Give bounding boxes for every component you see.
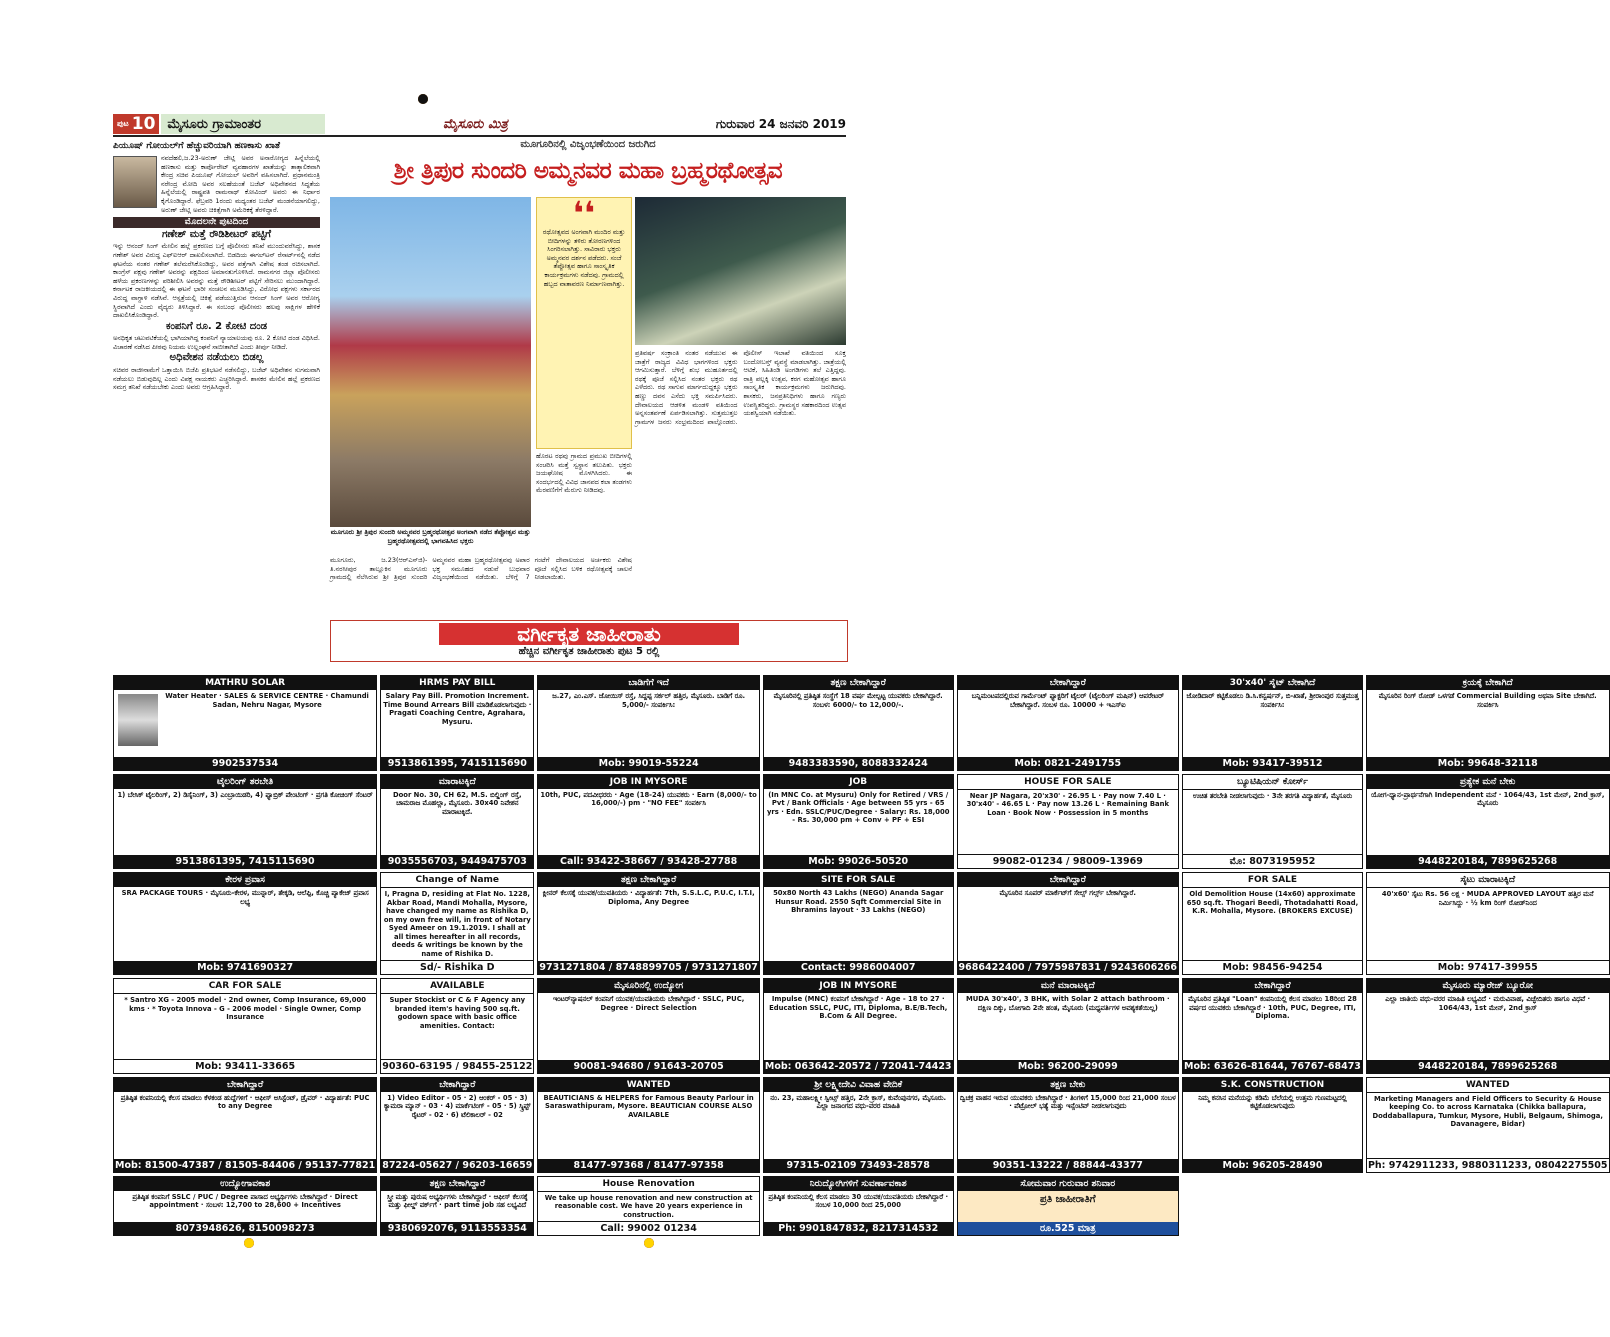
ad-heading: ತಕ್ಷಣ ಬೇಕು: [958, 1078, 1178, 1092]
classified-ad: [957, 774, 1179, 870]
story-body: ನವದೆಹಲಿ,ಜ.23-ಅರುಣ್ ಜೇಟ್ಲಿ ಅವರ ಅನಾರೋಗ್ಯದ ಹಿನ್ನೆಲೆಯಲ್ಲಿ ಹಣಕಾಸು ಮತ್ತು ಕಾರ್ಪೊರೇಟ್ ವ್ಯವಹಾರಗಳ ಖಾತೆಯನ್ನು ತಾತ್ಕಾಲಿಕವಾಗಿ ಕೇಂದ್ರ ಸಚಿವ ಪಿಯೂಷ್ ಗೋಯಲ್ ಅವರಿಗೆ ವಹಿಸಲಾಗಿದೆ. ಪ್ರಧಾನಮಂತ್ರಿ ನರೇಂದ್ರ ಮೋದಿ ಅವರ ಸಲಹೆಯಂತೆ ಬಜೆಟ್ ಅಧಿವೇಶನದ ಸಿದ್ಧತೆಯ ಹಿನ್ನೆಲೆಯಲ್ಲಿ ರಾಷ್ಟ್ರಪತಿ ರಾಮನಾಥ್ ಕೋವಿಂದ್ ಅವರು ಈ ನಿರ್ಧಾರ ಕೈಗೊಂಡಿದ್ದಾರೆ. ಫೆಬ್ರವರಿ 1ರಂದು ಮಧ್ಯಂತರ ಬಜೆಟ್ ಮಂಡನೆಯಾಗಲಿದ್ದು, ಅರುಣ್ ಜೇಟ್ಲಿ ಅವರು ಚಿಕಿತ್ಸೆಗಾಗಿ ಅಮೆರಿಕಕ್ಕೆ ತೆರಳಿದ್ದಾರೆ.: [161, 154, 320, 214]
ad-phone: Mob: 98456-94254: [1183, 960, 1362, 974]
ad-body: [114, 1092, 376, 1159]
solar-heater-image: [118, 694, 158, 746]
ad-body-text: ಜ.27, ಎಂ.ಎಸ್. ಜೋಯಿಸ್ ರಸ್ತೆ, ಸಿದ್ದಪ್ಪ ಸರ್ಕಲ್ ಹತ್ತಿರ, ಮೈಸೂರು. ಬಾಡಿಗೆ ರೂ. 5,000/- ಸಂಪರ್ಕಿಸಿ:: [552, 692, 746, 709]
ad-phone: 99082-01234 / 98009-13969: [958, 854, 1178, 868]
story-headline: ಗಣೇಶ್ ಮತ್ತೆ ರೌಡಿಶೀಟರ್ ಪಟ್ಟಿಗೆ: [162, 228, 271, 240]
classified-ad: [1182, 978, 1363, 1074]
feature-body-right: ಪ್ರತಿವರ್ಷ ಸಂಕ್ರಾಂತಿ ನಂತರ ನಡೆಯುವ ಈ ಜಾತ್ರೆಗೆ ರಾಜ್ಯದ ವಿವಿಧ ಭಾಗಗಳಿಂದ ಭಕ್ತರು ಆಗಮಿಸುತ್ತಾರೆ. ಬೆಳಿಗ್ಗೆ ಶುಭ ಮುಹೂರ್ತದಲ್ಲಿ ರಥಕ್ಕೆ ಪೂಜೆ ಸಲ್ಲಿಸಿದ ನಂತರ ಭಕ್ತರು ರಥ ಎಳೆದರು. ರಥ ಸಾಗುವ ಮಾರ್ಗದುದ್ದಕ್ಕೂ ಭಕ್ತರು ಹಣ್ಣು ದವನ ಎಸೆದು ಭಕ್ತಿ ಸಮರ್ಪಿಸಿದರು. ದೇವಾಲಯದ ಆಡಳಿತ ಮಂಡಳಿ ವತಿಯಿಂದ ಅನ್ನಸಂತರ್ಪಣೆ ಏರ್ಪಡಿಸಲಾಗಿತ್ತು. ಸುತ್ತಮುತ್ತಲ ಗ್ರಾಮಗಳ ಜನರು ಸಂಭ್ರಮದಿಂದ ಪಾಲ್ಗೊಂಡರು. ಪೊಲೀಸ್ ಇಲಾಖೆ ವತಿಯಿಂದ ಸೂಕ್ತ ಬಂದೋಬಸ್ತ್ ವ್ಯವಸ್ಥೆ ಮಾಡಲಾಗಿತ್ತು. ಜಾತ್ರೆಯಲ್ಲಿ ಆಟಿಕೆ, ಸಿಹಿತಿಂಡಿ ಅಂಗಡಿಗಳು ತಲೆ ಎತ್ತಿದ್ದವು. ರಾತ್ರಿ ಪಲ್ಲಕ್ಕಿ ಉತ್ಸವ, ಕರಗ ಮಹೋತ್ಸವ ಹಾಗೂ ಸಾಂಸ್ಕೃತಿಕ ಕಾರ್ಯಕ್ರಮಗಳು ಜರುಗಿದವು. ಶಾಸಕರು, ಜನಪ್ರತಿನಿಧಿಗಳು ಹಾಗೂ ಗಣ್ಯರು ಉಪಸ್ಥಿತರಿದ್ದರು. ಗ್ರಾಮಸ್ಥರ ಸಹಕಾರದಿಂದ ಉತ್ಸವ ಯಶಸ್ವಿಯಾಗಿ ನಡೆಯಿತು.: [635, 349, 846, 426]
ad-phone: ಮೊ: 8073195952: [1183, 854, 1362, 868]
classified-ad: [537, 978, 759, 1074]
classified-ad: [537, 1077, 759, 1173]
ad-body-text: ಮೈಸೂರಿನ ರಿಂಗ್ ರೋಡ್ ಒಳಗಡೆ Commercial Building ಅಥವಾ Site ಬೇಕಾಗಿದೆ. ಸಂಪರ್ಕಿಸಿ: [1378, 692, 1597, 709]
ad-body: [538, 690, 758, 757]
ad-heading: AVAILABLE: [381, 979, 533, 994]
ad-heading: JOB: [764, 775, 953, 789]
ad-body-text: Water Heater · SALES & SERVICE CENTRE · Chamundi Sadan, Nehru Nagar, Mysore: [165, 692, 369, 709]
ad-phone: 9902537534: [114, 757, 376, 770]
continued-band: ಮೊದಲನೇ ಪುಟದಿಂದ: [113, 217, 320, 228]
page-label: ಪುಟ: [117, 119, 129, 128]
page-number-badge: [113, 114, 159, 134]
ad-phone: Mob: 063642-20572 / 72041-74423: [764, 1060, 952, 1072]
ad-body: [114, 690, 376, 757]
ad-phone: Contact: 9986004007: [764, 961, 953, 974]
ad-phone: 9513861395, 7415115690: [114, 855, 376, 868]
story-headline: ಅಧಿವೇಶನ ನಡೆಯಲು ಬಿಡಲ್ಲ: [169, 352, 264, 364]
ad-body-text: ಎಲ್ಲಾ ಜಾತಿಯ ವಧು-ವರರ ಮಾಹಿತಿ ಲಭ್ಯವಿದೆ · ಮರುವಿವಾಹ, ವಿಚ್ಛೇದಿತರು ಹಾಗೂ ವಿಧವೆ · 1064/43, 1st ಮೇನ್, 2nd ಕ್ರಾಸ್: [1385, 995, 1591, 1012]
ad-body: [958, 790, 1178, 855]
ad-body: [764, 789, 953, 856]
ad-body: [1183, 993, 1362, 1060]
ad-phone: Sd/- Rishika D: [381, 960, 533, 974]
ad-body-text: 1) Video Editor - 05 · 2) ಆಂಕರ್ - 05 · 3) ಕ್ಯಾಮರಾ ಮ್ಯಾನ್ - 03 · 4) ಮಾರ್ಕೆಟಿಂಗ್ - 05 · 5) ಸ್ಕ್ರಿಪ್ಟ್ ರೈಟರ್ - 02 · 6) ಟೆಲಿಕಾಲರ್ - 02: [383, 1093, 531, 1119]
ad-phone: 81477-97368 / 81477-97358: [538, 1159, 758, 1172]
ad-heading: HRMS PAY BILL: [381, 676, 533, 690]
classified-ad: [113, 774, 377, 870]
ad-heading: WANTED: [1367, 1078, 1609, 1093]
ad-body-text: Super Stockist or C & F Agency any branded item's having 500 sq.ft. godown space with basic office amenities. Contact:: [389, 996, 526, 1030]
ad-body: [1183, 690, 1362, 757]
ad-body: [1183, 1092, 1362, 1159]
ad-body-text: Door No. 30, CH 62, M.S. ಬಿಲ್ಡಿಂಗ್ ರಸ್ತೆ, ಚಾಮರಾಜ ಮೊಹಲ್ಲಾ, ಮೈಸೂರು. 30x40 ನಿವೇಶನ ಮಾರಾಟಕ್ಕಿದೆ.: [392, 790, 522, 816]
ad-heading: ಮೈಸೂರಿನಲ್ಲಿ ಉದ್ಯೋಗ: [538, 979, 758, 993]
classified-ad: [113, 978, 377, 1074]
ad-heading: ಕೇರಳ ಪ್ರವಾಸ: [114, 873, 376, 887]
ad-heading: CAR FOR SALE: [114, 979, 376, 994]
ad-phone: Mob: 97417-39955: [1367, 960, 1609, 974]
ad-body: [538, 993, 758, 1060]
classified-ad: [537, 1176, 759, 1237]
ad-body: [538, 1092, 758, 1159]
ad-body: [114, 1191, 376, 1223]
ad-phone: Call: 93422-38667 / 93428-27788: [538, 855, 758, 868]
classified-ad: [957, 1176, 1179, 1237]
feature-body-lower: ಮೂಗೂರು, ಜ.23(ಆರ್‌ಎಸ್‌ಜಿ)- ತಿ.ನರಸೀಪುರ ತಾಲ್ಲೂಕಿನ ಮೂಗೂರು ಗ್ರಾಮದಲ್ಲಿ ನೆಲೆಸಿರುವ ಶ್ರೀ ತ್ರಿಪುರ ಸುಂದರಿ ಅಮ್ಮನವರ ಮಹಾ ಬ್ರಹ್ಮರಥೋತ್ಸವವು ಅಪಾರ ಭಕ್ತ ಸಮೂಹದ ನಡುವೆ ಬುಧವಾರ ವಿಜೃಂಭಣೆಯಿಂದ ನಡೆಯಿತು. ಬೆಳಿಗ್ಗೆ 7 ಗಂಟೆಗೆ ದೇವಾಲಯದ ಅರ್ಚಕರು ವಿಶೇಷ ಪೂಜೆ ಸಲ್ಲಿಸಿದ ಬಳಿಕ ರಥೋತ್ಸವಕ್ಕೆ ಚಾಲನೆ ನೀಡಲಾಯಿತು.: [330, 556, 632, 582]
story-headline: ಪಿಯೂಷ್ ಗೋಯಲ್‌ಗೆ ಹೆಚ್ಚುವರಿಯಾಗಿ ಹಣಕಾಸು ಖಾತೆ: [113, 141, 281, 151]
ad-body: [538, 789, 758, 856]
classified-ad: [113, 1176, 377, 1237]
ad-heading: ಬೇಕಾಗಿದ್ದಾರೆ: [1183, 979, 1362, 993]
ad-heading: ಮೈಸೂರು ಮ್ಯಾರೇಜ್ ಬ್ಯೂರೋ: [1367, 979, 1609, 993]
masthead: ಮೈಸೂರು ಮಿತ್ರ: [443, 116, 508, 132]
ad-heading: ತಕ್ಷಣ ಬೇಕಾಗಿದ್ದಾರೆ: [764, 676, 953, 690]
quote-mark-icon: ❛❛: [572, 194, 596, 232]
ad-body: [1367, 888, 1609, 960]
ad-body: [1183, 790, 1362, 855]
classified-ad: [1182, 774, 1363, 870]
ad-body-text: ಪ್ರತಿ ಜಾಹೀರಾತಿಗೆ: [1040, 1193, 1096, 1205]
ad-body-text: ಯೋಗ-ಧ್ಯಾನ-ಪ್ರಾರ್ಥನೆಗಾಗಿ Independent ಮನೆ · 1064/43, 1st ಮೇನ್, 2nd ಕ್ರಾಸ್, ಮೈಸೂರು: [1371, 790, 1605, 808]
classified-ad: [957, 978, 1179, 1074]
ad-body-text: 10th, PUC, ಪದವೀಧರರು · Age (18-24) ಯುವಕರು · Earn (8,000/- to 16,000/-) pm · "NO FEE" ಸಂಪರ್ಕಿಸಿ: [540, 790, 757, 808]
ad-body-text: ಮೈಸೂರಿನ ಪ್ರತಿಷ್ಠಿತ "Loan" ಕಂಪನಿಯಲ್ಲಿ ಕೆಲಸ ಮಾಡಲು 18ರಿಂದ 28 ವರ್ಷದ ಯುವಕರು ಬೇಕಾಗಿದ್ದಾರೆ · 10th, PUC, Degree, ITI, Diploma.: [1188, 995, 1357, 1021]
ad-phone: 90360-63195 / 98455-25122: [382, 1060, 533, 1072]
page-header: [113, 113, 846, 137]
ad-heading: ಶ್ರೀ ಲಕ್ಷ್ಮೀದೇವಿ ವಿವಾಹ ವೇದಿಕೆ: [764, 1078, 953, 1092]
ad-heading: ಪ್ರತ್ಯೇಕ ಮನೆ ಬೇಕು: [1367, 775, 1609, 789]
pull-quote-text: ರಥೋತ್ಸವದ ಅಂಗವಾಗಿ ಮಂದಿರ ಮತ್ತು ಬೀದಿಗಳನ್ನು ತಳಿರು ತೋರಣಗಳಿಂದ ಸಿಂಗರಿಸಲಾಗಿತ್ತು. ಸಾವಿರಾರು ಭಕ್ತರು ಅಮ್ಮನವರ ದರ್ಶನ ಪಡೆದರು. ಸಂಜೆ ತೆಪ್ಪೋತ್ಸವ ಹಾಗೂ ಸಾಂಸ್ಕೃತಿಕ ಕಾರ್ಯಕ್ರಮಗಳು ನಡೆದವು. ಗ್ರಾಮದಲ್ಲಿ ಹಬ್ಬದ ವಾತಾವರಣ ನಿರ್ಮಾಣವಾಗಿತ್ತು.: [542, 228, 626, 288]
ad-body: [764, 1092, 953, 1159]
classifieds-banner: [330, 620, 848, 662]
registration-dot: [244, 1238, 254, 1248]
classified-ads-grid: [113, 675, 1608, 1236]
ad-phone: 9483383590, 8088332424: [764, 757, 953, 770]
ad-body-text: * Santro XG - 2005 model · 2nd owner, Comp Insurance, 69,000 kms · * Toyota Innova - G - 2006 model · Single Owner, Comp Insurance: [124, 996, 366, 1022]
ad-body: [1367, 690, 1609, 757]
ad-phone: 90081-94680 / 91643-20705: [538, 1060, 758, 1073]
registration-dot: [644, 1238, 654, 1248]
ad-body: [381, 1092, 533, 1159]
ad-body-text: We take up house renovation and new construction at reasonable cost. We have 20 years experience in construction.: [544, 1193, 753, 1219]
ad-body-text: ಇಂಟರ್‌ನ್ಯಾಷನಲ್ ಕಂಪನಿಗೆ ಯುವಕ/ಯುವತಿಯರು ಬೇಕಾಗಿದ್ದಾರೆ · SSLC, PUC, Degree · Direct Selection: [552, 995, 745, 1012]
classified-ad: [1182, 1077, 1363, 1173]
ad-body-text: ಪ್ರತಿಷ್ಠಿತ ಕಂಪನಿಯಲ್ಲಿ ಕೆಲಸ ಮಾಡಲು ಕೆಳಕಂಡ ಹುದ್ದೆಗಳಿಗೆ · ಆಫೀಸ್ ಅಸಿಸ್ಟೆಂಟ್, ಡ್ರೈವರ್ · ವಿದ್ಯಾರ್ಹತೆ: PUC to any Degree: [120, 1093, 370, 1111]
ad-heading: ಮಾರಾಟಕ್ಕಿದೆ: [381, 775, 533, 789]
ad-phone: 9686422400 / 7975987831 / 9243606266: [958, 962, 1178, 974]
ad-phone: Ph: 9901847832, 8217314532: [764, 1222, 953, 1235]
ad-body: [958, 690, 1178, 757]
ad-heading: ಉದ್ಯೋಗಾವಕಾಶ: [114, 1177, 376, 1191]
ad-body: [958, 887, 1178, 961]
feature-headline: ಶ್ರೀ ತ್ರಿಪುರ ಸುಂದರಿ ಅಮ್ಮನವರ ಮಹಾ ಬ್ರಹ್ಮರಥೋತ್ಸವ: [393, 158, 783, 184]
ad-heading: ಬೇಕಾಗಿದ್ದಾರೆ: [958, 676, 1178, 690]
classified-ad: [380, 872, 534, 975]
ad-heading: 30'x40' ಸೈಟ್ ಬೇಕಾಗಿದೆ: [1183, 676, 1362, 690]
registration-dot: [418, 94, 428, 104]
ad-phone: ರೂ.525 ಮಾತ್ರ: [958, 1222, 1178, 1235]
ad-heading: JOB IN MYSORE: [538, 775, 758, 789]
ad-phone: 8073948626, 8150098273: [114, 1222, 376, 1235]
ad-body-text: ಜೋಡಿದಾರ್ ಕಟ್ಟಿಕೊಡಲು ಡಿ.ಸಿ.ಕನ್ವರ್ಷನ್, ಬಿ-ಖಾತೆ, ಶ್ರೀರಾಂಪುರ ಸುತ್ತಮುತ್ತ ಸಂಪರ್ಕಿಸಿ:: [1186, 692, 1359, 709]
ad-phone: 87224-05627 / 96203-16659: [382, 1159, 533, 1171]
ad-heading: ಸೈಟು ಮಾರಾಟಕ್ಕಿದೆ: [1367, 873, 1609, 888]
classified-ad: [763, 774, 954, 870]
feature-kicker: ಮೂಗೂರಿನಲ್ಲಿ ವಿಜೃಂಭಣೆಯಿಂದ ಜರುಗಿದ: [520, 139, 656, 150]
ad-heading: SITE FOR SALE: [764, 873, 953, 887]
ad-body: [1183, 888, 1362, 960]
classified-ad: [537, 872, 759, 975]
classified-ad: [113, 1077, 377, 1173]
ad-body: [764, 887, 953, 961]
ad-body: [381, 888, 533, 960]
ad-body: [381, 1191, 533, 1223]
ad-phone: 9448220184, 7899625268: [1367, 1060, 1609, 1073]
ad-body: [1367, 1093, 1609, 1158]
ad-body-text: MUDA 30'x40', 3 BHK, with Solar 2 attach bathroom · ದಕ್ಷಿಣ ದಿಕ್ಕು, ಬೋಗಾದಿ 2ನೇ ಹಂತ, ಮೈಸೂರು (ಮಧ್ಯವರ್ತಿಗಳ ಅವಶ್ಯಕತೆಯಿಲ್ಲ): [965, 995, 1170, 1012]
ad-body-text: 1) ಬೇಸಿಕ್ ಟೈಲರಿಂಗ್, 2) ಡಿಸೈನಿಂಗ್, 3) ಎಂಬ್ರಾಯಿಡರಿ, 4) ಫ್ಯಾಬ್ರಿಕ್ ಪೇಂಟಿಂಗ್ · ಪ್ರಗತಿ ಕೋಚಿಂಗ್ ಸೆಂಟರ್: [117, 790, 373, 799]
ad-phone: 9513861395, 7415115690: [381, 757, 533, 770]
story-body: ಇನ್ನು ಆನಂದ್ ಸಿಂಗ್ ಮೇಲಿನ ಹಲ್ಲೆ ಪ್ರಕರಣದ ಬಗ್ಗೆ ಪೊಲೀಸರು ತನಿಖೆ ಮುಂದುವರೆಸಿದ್ದು, ಶಾಸಕ ಗಣೇಶ್ ಅವರ ವಿರುದ್ಧ ಎಫ್‌ಐಆರ್ ದಾಖಲಿಸಲಾಗಿದೆ. ಬಿಡದಿಯ ಈಗಲ್‌ಟನ್ ರೆಸಾರ್ಟ್‌ನಲ್ಲಿ ನಡೆದ ಘಟನೆಯ ನಂತರ ಗಣೇಶ್ ತಲೆಮರೆಸಿಕೊಂಡಿದ್ದು, ಅವರ ಪತ್ತೆಗಾಗಿ ವಿಶೇಷ ತಂಡ ರಚಿಸಲಾಗಿದೆ. ಕಾಂಗ್ರೆಸ್ ಪಕ್ಷವು ಗಣೇಶ್ ಅವರನ್ನು ಪಕ್ಷದಿಂದ ಅಮಾನತುಗೊಳಿಸಿದೆ. ರಾಮನಗರ ಜಿಲ್ಲಾ ಪೊಲೀಸರು ಹಳೆಯ ಪ್ರಕರಣಗಳನ್ನು ಪರಿಶೀಲಿಸಿ ಅವರನ್ನು ಮತ್ತೆ ರೌಡಿಶೀಟರ್ ಪಟ್ಟಿಗೆ ಸೇರಿಸಲು ಮುಂದಾಗಿದ್ದಾರೆ. ಕರ್ನಾಟಕ ರಾಜಕೀಯದಲ್ಲಿ ಈ ಘಟನೆ ಭಾರೀ ಸಂಚಲನ ಮೂಡಿಸಿದ್ದು, ವಿರೋಧ ಪಕ್ಷಗಳು ಸರ್ಕಾರದ ವಿರುದ್ಧ ವಾಗ್ದಾಳಿ ನಡೆಸಿವೆ. ಆಸ್ಪತ್ರೆಯಲ್ಲಿ ಚಿಕಿತ್ಸೆ ಪಡೆಯುತ್ತಿರುವ ಆನಂದ್ ಸಿಂಗ್ ಅವರ ಆರೋಗ್ಯ ಸ್ಥಿರವಾಗಿದೆ ಎಂದು ವೈದ್ಯರು ತಿಳಿಸಿದ್ದಾರೆ. ಈ ಸಂಬಂಧ ಪೊಲೀಸರು ಹಲವು ಸಾಕ್ಷಿಗಳ ಹೇಳಿಕೆ ದಾಖಲಿಸಿಕೊಂಡಿದ್ದಾರೆ.: [113, 242, 320, 320]
ad-phone: 9731271804 / 8748899705 / 9731271807: [539, 962, 758, 974]
ad-body: [381, 690, 533, 757]
feature-body-middle: ಹೊರಟ ರಥವು ಗ್ರಾಮದ ಪ್ರಮುಖ ಬೀದಿಗಳಲ್ಲಿ ಸಂಚರಿಸಿ ಮತ್ತೆ ಸ್ವಸ್ಥಾನ ತಲುಪಿತು. ಭಕ್ತರು ಜಯಘೋಷ ಮೊಳಗಿಸಿದರು. ಈ ಸಂದರ್ಭದಲ್ಲಿ ವಿವಿಧ ಜಾನಪದ ಕಲಾ ತಂಡಗಳು ಮೆರವಣಿಗೆಗೆ ಮೆರುಗು ನೀಡಿದವು.: [536, 452, 632, 495]
ad-body: [381, 994, 533, 1059]
ad-body-text: 50x80 North 43 Lakhs (NEGO) Ananda Sagar Hunsur Road. 2550 Sqft Commercial Site in Bhramins layout · 33 Lakhs (NEGO): [773, 889, 944, 915]
photo-caption: ಮೂಗೂರು ಶ್ರೀ ತ್ರಿಪುರ ಸುಂದರಿ ಅಮ್ಮನವರ ಬ್ರಹ್ಮರಥೋತ್ಸವ ಅಂಗವಾಗಿ ನಡೆದ ತೆಪ್ಪೋತ್ಸವ ಮತ್ತು ಬ್ರಹ್ಮರಥೋತ್ಸವದಲ್ಲಿ ಭಾಗವಹಿಸಿದ ಭಕ್ತರು: [330, 528, 531, 545]
section-title: ಮೈಸೂರು ಗ್ರಾಮಾಂತರ: [161, 114, 325, 134]
ad-phone: Mob: 96200-29099: [958, 1060, 1178, 1073]
ad-heading: ಬೇಕಾಗಿದ್ದಾರೆ: [114, 1078, 376, 1092]
ad-phone: Mob: 93417-39512: [1183, 757, 1362, 770]
classified-ad: [380, 1077, 534, 1173]
ad-body-text: (In MNC Co. at Mysuru) Only for Retired / VRS / Pvt / Bank Officials · Age between 55 yrs - 65 yrs · Edn. SSLC/PUC/Degree · Salary: Rs. 18,000 - Rs. 30,000 pm + Conv + PF + ESI: [767, 790, 950, 825]
ad-body-text: Impulse (MNC) ಕಂಪನಿಗೆ ಬೇಕಾಗಿದ್ದಾರೆ · Age - 18 to 27 · Education SSLC, PUC, ITI, Diploma, B.E/B.Tech, B.Com & All Degree.: [769, 995, 948, 1021]
ad-heading: MATHRU SOLAR: [114, 676, 376, 690]
ad-body-text: ಉಚಿತ ತರಬೇತಿ ನೀಡಲಾಗುವುದು · 3ನೇ ತರಗತಿ ವಿದ್ಯಾರ್ಹತೆ, ಮೈಸೂರು: [1192, 791, 1353, 800]
ad-body: [114, 789, 376, 856]
classified-ad: [380, 978, 534, 1074]
ad-body: [1367, 993, 1609, 1060]
ad-body-text: ದ್ವಿಚಕ್ರ ವಾಹನ ಇರುವ ಯುವಕರು ಬೇಕಾಗಿದ್ದಾರೆ · ತಿಂಗಳಿಗೆ 15,000 ರಿಂದ 21,000 ಸಂಬಳ · ಪೆಟ್ರೋಲ್ ಭತ್ಯೆ ಮತ್ತು ಇನ್ಸೆಂಟಿವ್ ನೀಡಲಾಗುವುದು: [959, 1093, 1176, 1111]
ad-heading: ಬ್ಯೂಟಿಷಿಯನ್ ಕೋರ್ಸ್: [1183, 775, 1362, 790]
ad-heading: ಬೇಕಾಗಿದ್ದಾರೆ: [958, 873, 1178, 887]
classified-ad: [1366, 675, 1610, 771]
ad-body-text: BEAUTICIANS & HELPERS for Famous Beauty Parlour in Saraswathipuram, Mysore. BEAUTICIAN COURSE ALSO AVAILABLE: [543, 1093, 754, 1119]
ad-phone: 97315-02109 73493-28578: [764, 1159, 953, 1172]
ad-heading: ತಕ್ಷಣ ಬೇಕಾಗಿದ್ದಾರೆ: [381, 1177, 533, 1191]
ad-body-text: ಪ್ರತಿಷ್ಠಿತ ಕಂಪನಿಗೆ SSLC / PUC / Degree ಪಾಸಾದ ಅಭ್ಯರ್ಥಿಗಳು ಬೇಕಾಗಿದ್ದಾರೆ · Direct appointment · ಸಂಬಳ: 12,700 to 28,600 + Incentives: [132, 1192, 358, 1209]
ad-phone: Call: 99002 01234: [538, 1221, 758, 1235]
ad-body: [958, 993, 1178, 1060]
ad-body-text: ಬನ್ನಿಮಂಟಪದಲ್ಲಿರುವ ಗಾರ್ಮೆಂಟ್ ಫ್ಯಾಕ್ಟರಿಗೆ ಟೈಲರ್ (ಟೈಲರಿಂಗ್ ಮಷಿನ್) ಆಪರೇಟರ್ ಬೇಕಾಗಿದ್ದಾರೆ. ಸಂಬಳ ರೂ. 10000 + ಇಎಸ್ಐ: [971, 692, 1164, 709]
ad-body: [764, 1191, 953, 1223]
ad-heading: ಬೇಕಾಗಿದ್ದಾರೆ: [381, 1078, 533, 1092]
classified-ad: [1182, 872, 1363, 975]
left-news-column: [113, 139, 320, 689]
ad-heading: FOR SALE: [1183, 873, 1362, 888]
classified-ad: [537, 774, 759, 870]
ad-heading: ತಕ್ಷಣ ಬೇಕಾಗಿದ್ದಾರೆ: [538, 873, 758, 887]
ad-body: [381, 789, 533, 856]
issue-date: ಗುರುವಾರ 24 ಜನವರಿ 2019: [715, 116, 846, 131]
ad-body-text: ನಿಮ್ಮ ಕನಸಿನ ಮನೆಯನ್ನು ಕಡಿಮೆ ಬೆಲೆಯಲ್ಲಿ ಉತ್ತಮ ಗುಣಮಟ್ಟದಲ್ಲಿ ಕಟ್ಟಿಕೊಡಲಾಗುವುದು: [1198, 1093, 1347, 1111]
pull-quote-box: [536, 194, 632, 449]
ad-heading: ಟೈಲರಿಂಗ್ ತರಬೇತಿ: [114, 775, 376, 789]
ad-body-text: I, Pragna D, residing at Flat No. 1228, Akbar Road, Mandi Mohalla, Mysore, have changed my name as Rishika D, on my own free will, in front of Notary Syed Ameer on 19.1.2019. I shall at all times hereafter in all records, deeds & writings be known by the name of Rishika D.: [383, 890, 531, 958]
ad-heading: Change of Name: [381, 873, 533, 888]
ad-body-text: ಮೈಸೂರಿನ ಸೂಪರ್ ಮಾರ್ಕೆಟ್‌ಗೆ ಸೇಲ್ಸ್ ಗರ್ಲ್ಸ್ ಬೇಕಾಗಿದ್ದಾರೆ.: [999, 889, 1137, 898]
classified-ad: [1366, 1077, 1610, 1173]
ad-body-text: Salary Pay Bill. Promotion Increment. Time Bound Arrears Bill ಮಾಡಿಕೊಡಲಾಗುವುದು · Pragati Coaching Centre, Agrahara, Mysuru.: [383, 692, 532, 726]
ad-phone: Mob: 99026-50520: [764, 855, 953, 868]
ad-body: [114, 994, 376, 1059]
ad-heading: ಕ್ರಯಕ್ಕೆ ಬೇಕಾಗಿದೆ: [1367, 676, 1609, 690]
ad-phone: 9380692076, 9113553354: [381, 1222, 533, 1235]
portrait-photo: [113, 156, 157, 208]
ad-phone: Mob: 81500-47387 / 81505-84406 / 95137-77821: [115, 1159, 376, 1171]
classified-ad: [1366, 872, 1610, 975]
ad-body-text: Near JP Nagara, 20'x30' - 26.95 L · Pay now 7.40 L · 30'x40' - 46.65 L · Pay now 13.26 L · Remaining Bank Loan · Book Now · Possession in 5 months: [966, 791, 1169, 817]
classified-ad: [763, 872, 954, 975]
ad-heading: ಮನೆ ಮಾರಾಟಕ್ಕಿದೆ: [958, 979, 1178, 993]
ad-body: [538, 887, 758, 961]
ad-heading: JOB IN MYSORE: [764, 979, 953, 993]
ad-heading: ನಿರುದ್ಯೋಗಿಗಳಿಗೆ ಸುವರ್ಣಾವಕಾಶ: [764, 1177, 953, 1191]
classified-ad: [957, 1077, 1179, 1173]
classified-ad: [1182, 675, 1363, 771]
ad-body-text: 40'x60' ಸೈಟು Rs. 56 ಲಕ್ಷ · MUDA APPROVED LAYOUT ಹತ್ತಿರ ಮನೆ ನಿರ್ಮಿಸಿದ್ದು · ½ km ರಿಂಗ್ ರೋಡ್‌ನಿಂದ: [1381, 890, 1594, 907]
ad-body-text: SRA PACKAGE TOURS · ಮೈಸೂರು-ಕೇರಳ, ಮುನ್ನಾರ್, ತೇಕ್ಕಡಿ, ಆಲೆಪ್ಪಿ, ಕೊಚ್ಚಿ ಪ್ಯಾಕೇಜ್ ಪ್ರವಾಸ ಲಭ್ಯ: [121, 889, 369, 906]
classified-ad: [380, 675, 534, 771]
ad-phone: Mob: 96205-28490: [1183, 1159, 1362, 1172]
ad-body: [958, 1092, 1178, 1159]
ad-phone: Mob: 99019-55224: [538, 757, 758, 770]
ad-body: [764, 690, 953, 757]
ad-phone: 90351-13222 / 88844-43377: [958, 1159, 1178, 1172]
story-body: ಅನಧಿಕೃತ ಚಟುವಟಿಕೆಯಲ್ಲಿ ಭಾಗಿಯಾಗಿದ್ದ ಕಂಪನಿಗೆ ನ್ಯಾಯಾಲಯವು ರೂ. 2 ಕೋಟಿ ದಂಡ ವಿಧಿಸಿದೆ. ವಿಚಾರಣೆ ನಡೆಸಿದ ಪೀಠವು ನಿಯಮ ಉಲ್ಲಂಘನೆ ಸಾಬೀತಾಗಿದೆ ಎಂದು ತೀರ್ಪು ನೀಡಿದೆ.: [113, 334, 320, 351]
ad-heading: House Renovation: [538, 1177, 758, 1192]
classified-ad: [113, 872, 377, 975]
ad-phone: Mob: 63626-81644, 76767-68473: [1184, 1060, 1361, 1072]
classified-ad: [763, 1077, 954, 1173]
ad-body-text: ಕ್ಲೀನರ್ ಕೆಲಸಕ್ಕೆ ಯುವಕ/ಯುವತಿಯರು · ವಿದ್ಯಾರ್ಹತೆ: 7th, S.S.L.C, P.U.C, I.T.I, Diploma, Any Degree: [542, 889, 755, 906]
ad-body-text: ಸ್ತ್ರೀ ಮತ್ತು ಪುರುಷ ಅಭ್ಯರ್ಥಿಗಳು ಬೇಕಾಗಿದ್ದಾರೆ · ಆಫೀಸ್ ಕೆಲಸಕ್ಕೆ ಮತ್ತು ಫೀಲ್ಡ್ ವರ್ಕ್‌ಗೆ · part time job ಸಹ ಲಭ್ಯವಿದೆ: [386, 1192, 528, 1209]
classified-ad: [957, 675, 1179, 771]
classified-ad: [763, 675, 954, 771]
ad-phone: 9448220184, 7899625268: [1367, 855, 1609, 868]
classified-ad: [1366, 978, 1610, 1074]
classified-ad: [763, 1176, 954, 1237]
ad-body-text: Old Demolition House (14x60) approximate 650 sq.ft. Thogari Beedi, Thotadahatti Road, K.R. Mohalla, Mysore. (BROKERS EXCUSE): [1186, 890, 1359, 916]
ad-phone: 9035556703, 9449475703: [381, 855, 533, 868]
classified-ad: [113, 675, 377, 771]
ad-body-text: ನಂ. 23, ಮಹಾಲಕ್ಷ್ಮೀ ಸ್ವೀಟ್ಸ್ ಹತ್ತಿರ, 2ನೇ ಕ್ರಾಸ್, ಕುವೆಂಪುನಗರ, ಮೈಸೂರು. ಎಲ್ಲಾ ಜನಾಂಗದ ವಧು-ವರರ ಮಾಹಿತಿ: [770, 1093, 947, 1111]
ad-body-text: ಪ್ರತಿಷ್ಠಿತ ಕಂಪನಿಯಲ್ಲಿ ಕೆಲಸ ಮಾಡಲು 30 ಯುವಕ/ಯುವತಿಯರು ಬೇಕಾಗಿದ್ದಾರೆ · ಸಂಬಳ 10,000 ರಿಂದ 25,000: [768, 1192, 949, 1209]
story-headline: ಕಂಪನಿಗೆ ರೂ. 2 ಕೋಟಿ ದಂಡ: [165, 320, 267, 332]
chariot-festival-photo: [330, 197, 531, 527]
ad-body: [764, 993, 953, 1060]
ad-heading: ಸೋಮವಾರ ಗುರುವಾರ ಶನಿವಾರ: [958, 1177, 1178, 1191]
ad-phone: Mob: 9741690327: [114, 961, 376, 974]
ad-phone: Mob: 99648-32118: [1367, 757, 1609, 770]
ad-body-text: Marketing Managers and Field Officers to Security & House keeping Co. to across Karnataka (Chikka ballapura, Doddaballapura, Tumkur, Mysore, Hubli, Belgaum, Shimoga, Davanagere, Bidar): [1372, 1094, 1603, 1129]
ad-heading: ಬಾಡಿಗೆಗೆ ಇದೆ: [538, 676, 758, 690]
classifieds-title: ವರ್ಗೀಕೃತ ಜಾಹೀರಾತು: [439, 623, 739, 645]
ad-body: [114, 887, 376, 961]
classifieds-subtitle: ಹೆಚ್ಚಿನ ವರ್ಗೀಕೃತ ಜಾಹೀರಾತು ಪುಟ 5 ರಲ್ಲಿ: [518, 646, 660, 657]
ad-phone: Ph: 9742911233, 9880311233, 08042275505: [1367, 1159, 1608, 1171]
ad-body-text: ಮೈಸೂರಿನಲ್ಲಿ ಪ್ರತಿಷ್ಠಿತ ಸಂಸ್ಥೆಗೆ 18 ವರ್ಷ ಮೇಲ್ಪಟ್ಟ ಯುವಕರು ಬೇಕಾಗಿದ್ದಾರೆ. ಸಂಬಳ: 6000/- to 12,000/-.: [773, 692, 943, 709]
ad-body: [958, 1191, 1178, 1223]
classified-ad: [380, 1176, 534, 1237]
classified-ad: [380, 774, 534, 870]
classified-ad: [537, 675, 759, 771]
ad-phone: Mob: 93411-33665: [114, 1059, 376, 1073]
classified-ad: [763, 978, 954, 1074]
ad-body: [1367, 789, 1609, 856]
ad-body: [538, 1192, 758, 1222]
classified-ad: [1366, 774, 1610, 870]
page-number: 10: [131, 114, 156, 134]
ad-heading: S.K. CONSTRUCTION: [1183, 1078, 1362, 1092]
ad-heading: WANTED: [538, 1078, 758, 1092]
story-body: ಸಚಿವರ ರಾಜೀನಾಮೆಗೆ ಒತ್ತಾಯಿಸಿ ಬಿಜೆಪಿ ಪ್ರತಿಭಟನೆ ನಡೆಸಲಿದ್ದು, ಬಜೆಟ್ ಅಧಿವೇಶನ ಸುಗಮವಾಗಿ ನಡೆಯಲು ಬಿಡುವುದಿಲ್ಲ ಎಂದು ವಿಪಕ್ಷ ನಾಯಕರು ಎಚ್ಚರಿಸಿದ್ದಾರೆ. ಶಾಸಕರ ಮೇಲಿನ ಹಲ್ಲೆ ಪ್ರಕರಣದ ಸಮಗ್ರ ತನಿಖೆ ನಡೆಯಬೇಕು ಎಂದು ಅವರು ಆಗ್ರಹಿಸಿದ್ದಾರೆ.: [113, 366, 320, 392]
ad-heading: HOUSE FOR SALE: [958, 775, 1178, 790]
classified-ad: [957, 872, 1179, 975]
ad-phone: Mob: 0821-2491755: [958, 757, 1178, 770]
night-festival-photo: [635, 197, 846, 345]
